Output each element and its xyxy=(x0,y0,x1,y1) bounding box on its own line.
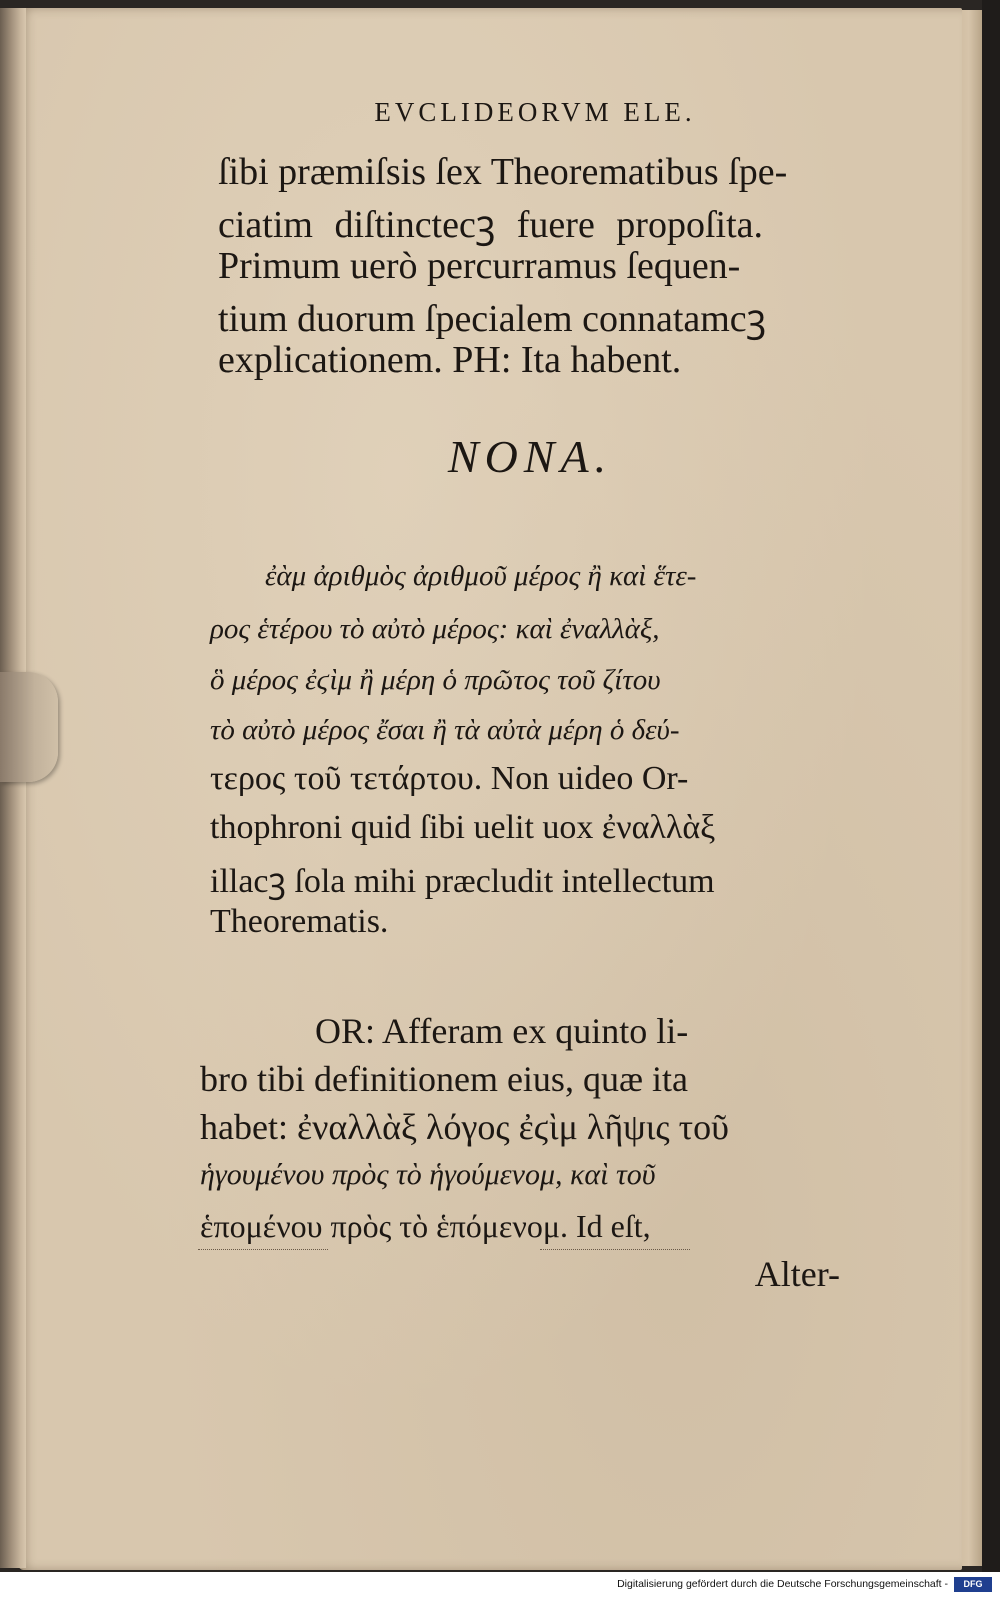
handwritten-underline xyxy=(198,1249,328,1250)
text-line: habet: ἐναλλὰξ λόγος ἐϛὶμ λῆψις τοῦ xyxy=(200,1107,729,1147)
text-line: ἡγουμένου πρὸς τὸ ἡγούμενομ, καὶ τοῦ xyxy=(200,1158,656,1191)
section-title: NONA. xyxy=(447,431,613,482)
text-line: ciatim diſtinctecꝫ fuere propoſita. xyxy=(218,204,764,246)
book-left-edge xyxy=(0,8,26,1568)
text-line: τερος τοῦ τετάρτου. Non uideo Or- xyxy=(210,760,689,797)
text-line: bro tibi definitionem eius, quæ ita xyxy=(200,1059,688,1099)
text-line: ρος ἑτέρου τὸ αὐτὸ μέρος: καὶ ἐναλλὰξ, xyxy=(210,613,660,645)
page-clip xyxy=(0,672,58,782)
scan-right-background xyxy=(982,0,1000,1572)
text-line: τὸ αὐτὸ μέρος ἔσαι ἢ τὰ αὐτὰ μέρη ὁ δεύ- xyxy=(210,714,680,746)
text-line: tium duorum ſpecialem connatamcꝫ xyxy=(218,298,767,340)
catchword: Alter- xyxy=(754,1254,840,1294)
text-line: thophroni quid ſibi uelit uox ἐναλλὰξ xyxy=(210,809,716,846)
text-line: ἑπομένου πρὸς τὸ ἑπόμενομ. Id eſt, xyxy=(200,1208,651,1244)
funding-notice: Digitalisierung gefördert durch die Deutsche Forschungsgemeinschaft - xyxy=(617,1578,948,1590)
text-line: Theorematis. xyxy=(210,903,389,940)
text-line: explicationem. PH: Ita habent. xyxy=(218,339,682,381)
text-line: illacꝫ ſola mihi præcludit intellectum xyxy=(210,863,715,900)
dfg-logo: DFG xyxy=(954,1577,992,1592)
text-line: ἐὰμ ἀριθμὸς ἀριθμοῦ μέρος ἢ καὶ ἕτε- xyxy=(265,560,697,592)
text-line: Primum uerò percurramus ſequen- xyxy=(218,245,741,287)
text-line: ὃ μέρος ἐϛὶμ ἢ μέρη ὁ πρῶτος τοῦ ζίτου xyxy=(210,664,661,696)
text-line: OR: Afferam ex quinto li- xyxy=(315,1011,689,1051)
text-line: ſibi præmiſsis ſex Theorematibus ſpe- xyxy=(218,151,788,193)
handwritten-underline xyxy=(540,1249,690,1250)
running-header: EVCLIDEORVM ELE. xyxy=(374,97,696,127)
